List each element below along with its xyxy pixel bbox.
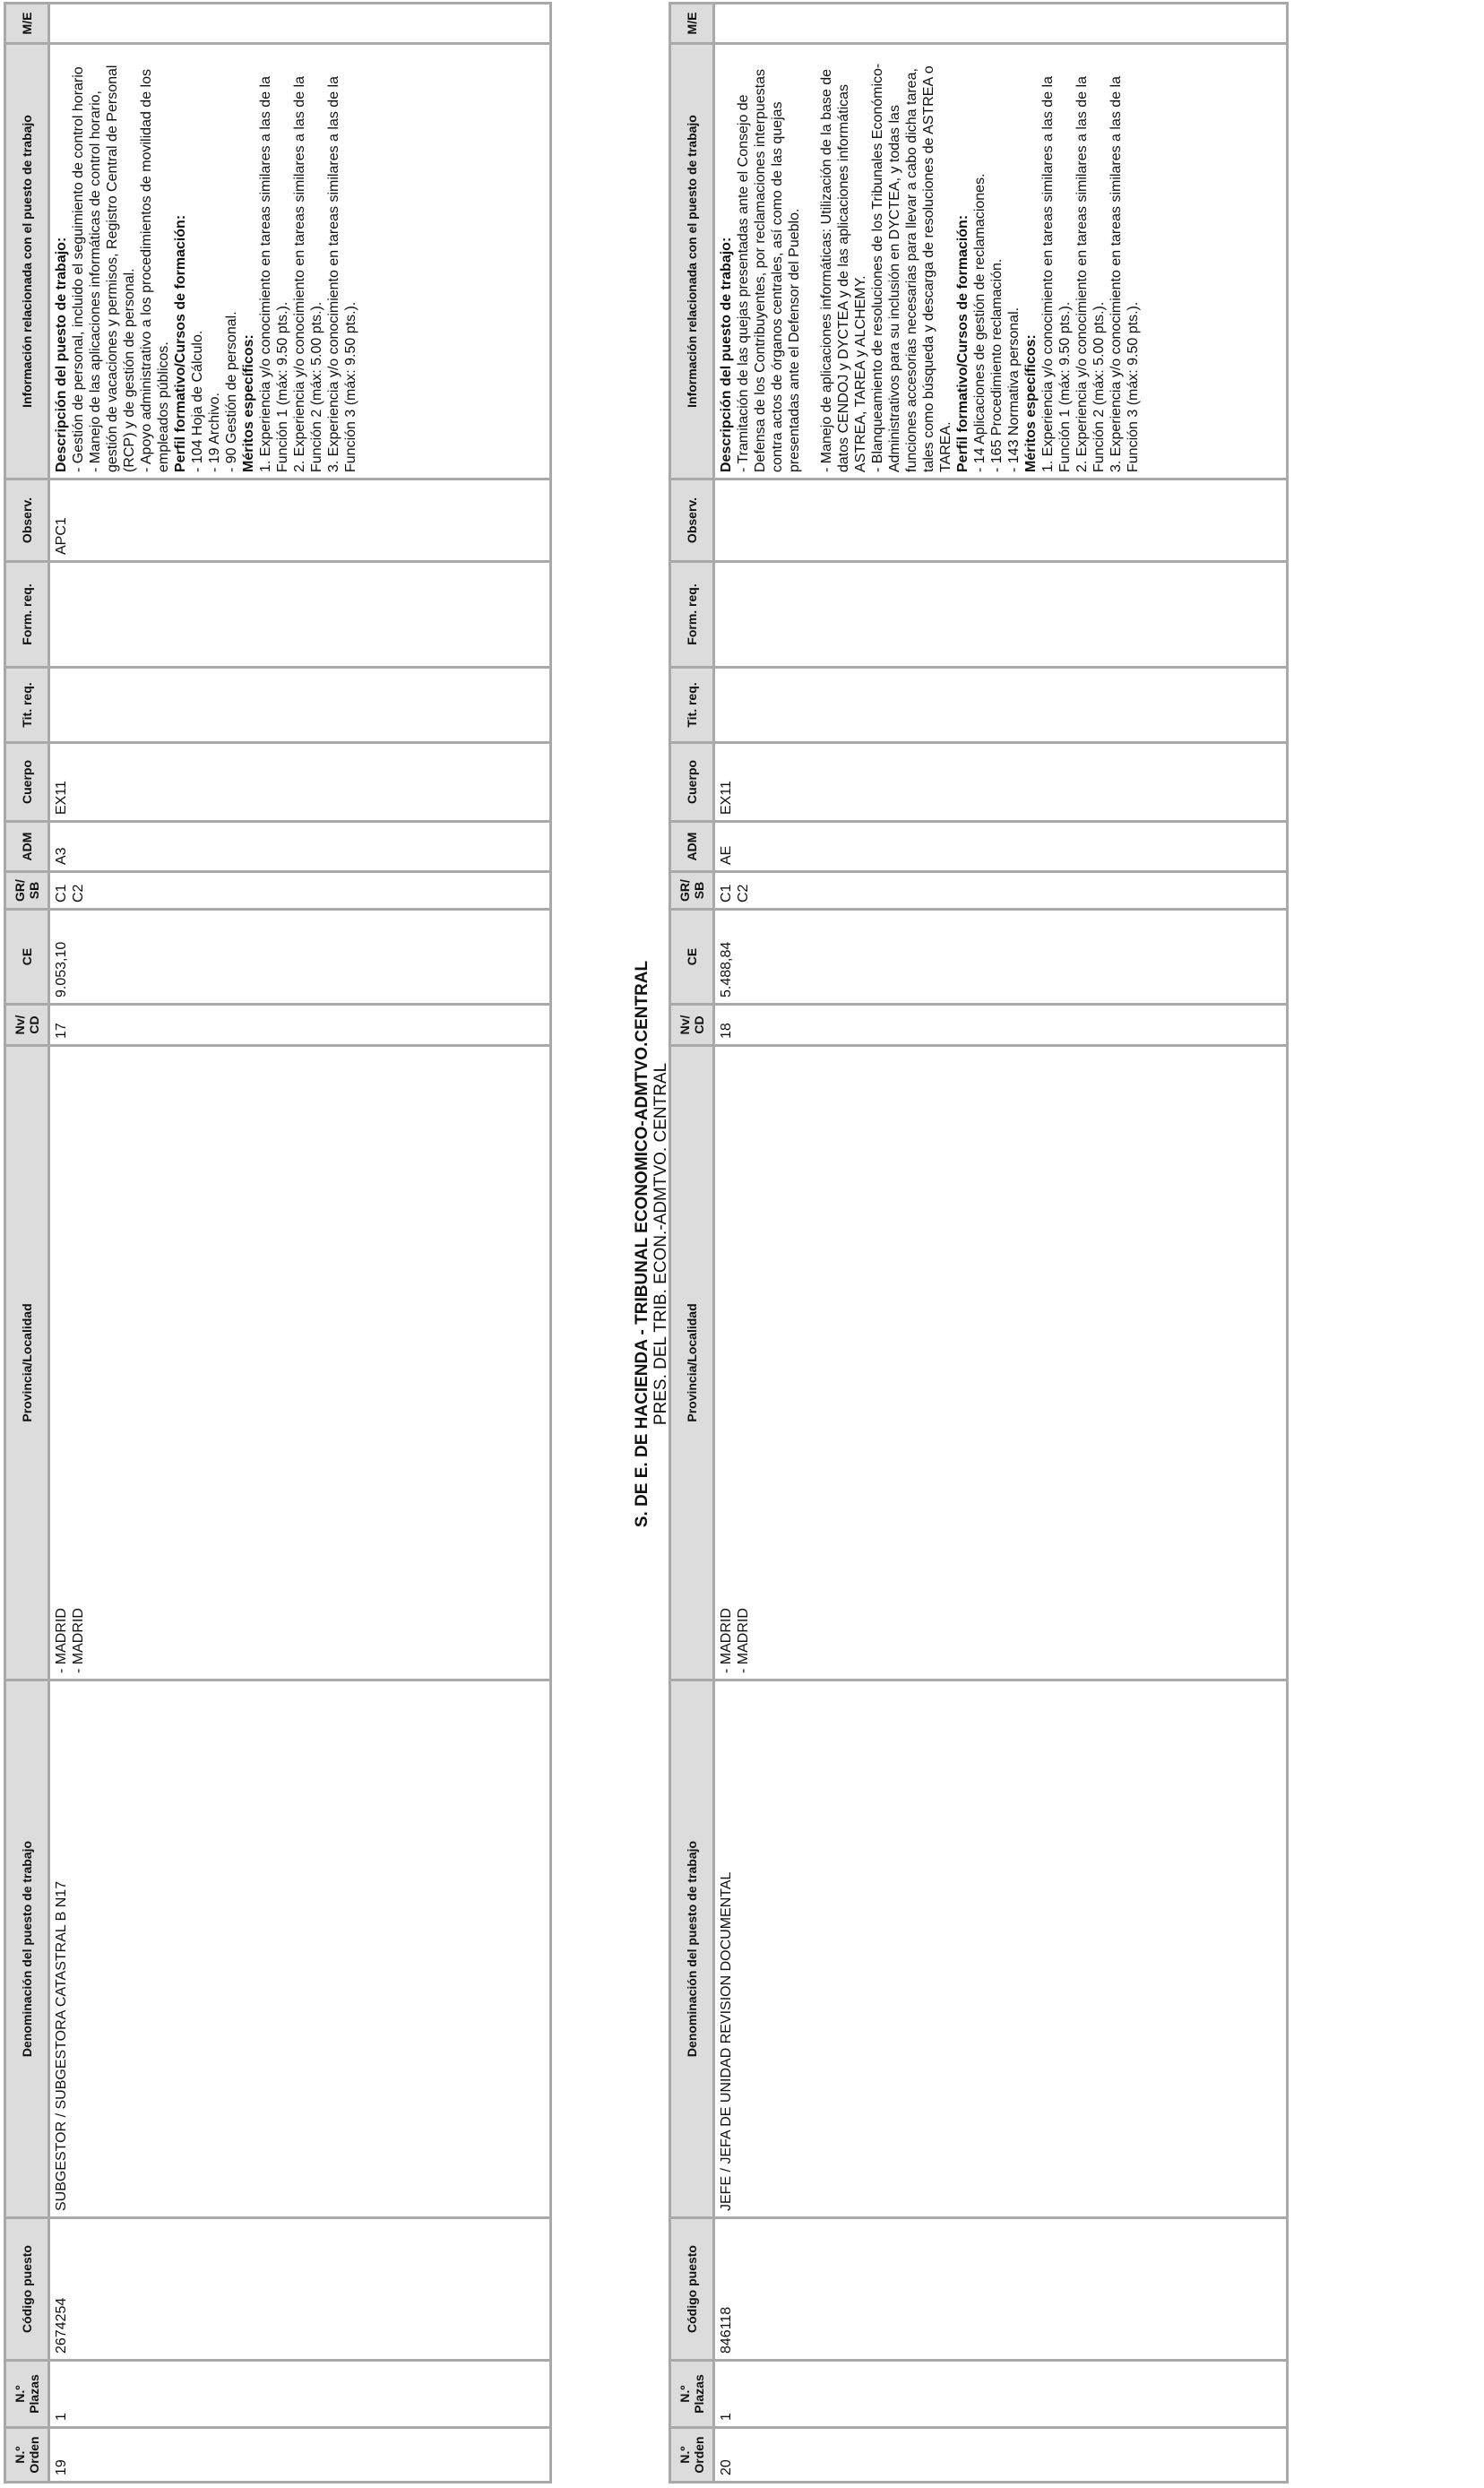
- info-heading: Descripción del puesto de trabajo:: [719, 237, 734, 472]
- info-line: - 90 Gestión de personal.: [224, 311, 239, 472]
- table-row: [49, 4, 551, 2483]
- info-line: 2. Experiencia y/o conocimiento en tareas similares a las de la Función 2 (máx: 5.00 pts.).: [292, 76, 324, 472]
- cuerpo-cell: EX11: [49, 743, 551, 822]
- adm-cell: AE: [714, 822, 1288, 872]
- col-header: Información relacionada con el puesto de trabajo: [5, 44, 49, 479]
- info-line: 1. Experiencia y/o conocimiento en tareas similares a las de la Función 1 (máx: 9.50 pts.).: [258, 76, 290, 472]
- info-heading: Méritos específicos:: [1023, 334, 1039, 472]
- info-line: - Manejo de las aplicaciones informáticas de control horario, gestión de vacaciones y permisos, Registro Central de Personal (RCP) y de gestión de personal.: [88, 65, 137, 472]
- orden-cell: 19: [49, 2428, 551, 2483]
- col-header: CE: [5, 910, 49, 1005]
- ce-cell: 5.488,84: [714, 910, 1288, 1005]
- info-heading: Perfil formativo/Cursos de formación:: [173, 214, 188, 472]
- plazas-cell: 1: [714, 2361, 1288, 2428]
- form-cell: [714, 562, 1288, 668]
- info-heading: Perfil formativo/Cursos de formación:: [955, 214, 971, 472]
- col-header: Provincia/Localidad: [5, 1046, 49, 1680]
- info-line: - 19 Archivo.: [207, 393, 222, 472]
- gr-text: C1: [719, 884, 734, 903]
- col-header: Observ.: [670, 479, 714, 562]
- col-header: Form. req.: [670, 562, 714, 668]
- info-line: - 143 Normativa personal.: [1006, 307, 1022, 472]
- job-table: [4, 2, 552, 2484]
- job-block-20: [633, 0, 1318, 2488]
- observ-cell: [714, 479, 1288, 562]
- info-line: - 104 Hoja de Cálculo.: [190, 330, 205, 472]
- tit-cell: [49, 668, 551, 743]
- denominacion-cell: JEFE / JEFA DE UNIDAD REVISION DOCUMENTAL: [714, 1680, 1288, 2218]
- gr-sb-cell: [49, 872, 551, 910]
- col-header: Cuerpo: [5, 743, 49, 822]
- col-header: ADM: [5, 822, 49, 872]
- col-header: Nv/ CD: [670, 1005, 714, 1046]
- col-header: M/E: [5, 4, 49, 44]
- ce-cell: 9.053,10: [49, 910, 551, 1005]
- info-line: - 165 Procedimiento reclamación.: [989, 258, 1005, 472]
- cuerpo-cell: EX11: [714, 743, 1288, 822]
- col-header: Información relacionada con el puesto de trabajo: [670, 44, 714, 479]
- tit-cell: [714, 668, 1288, 743]
- denominacion-cell: SUBGESTOR / SUBGESTORA CATASTRAL B N17: [49, 1680, 551, 2218]
- job-table: [669, 2, 1289, 2484]
- provincia-cell: [714, 1046, 1288, 1680]
- col-header: Nv/ CD: [5, 1005, 49, 1046]
- col-header: Tit. req.: [670, 668, 714, 743]
- col-header: GR/ SB: [670, 872, 714, 910]
- col-header: Código puesto: [670, 2218, 714, 2361]
- table-header-row: [5, 4, 49, 2483]
- nivel-cell: 18: [714, 1005, 1288, 1046]
- provincia-text: - MADRID: [54, 1608, 69, 1673]
- codigo-cell: 2674254: [49, 2218, 551, 2361]
- info-line: 3. Experiencia y/o conocimiento en tareas similares a las de la Función 3 (máx: 9.50 pts.).: [326, 76, 358, 472]
- col-header: Denominación del puesto de trabajo: [5, 1680, 49, 2218]
- info-line: - 14 Aplicaciones de gestión de reclamaciones.: [972, 173, 988, 472]
- col-header: N.º Plazas: [5, 2361, 49, 2428]
- col-header: ADM: [670, 822, 714, 872]
- col-header: Tit. req.: [5, 668, 49, 743]
- col-header: Form. req.: [5, 562, 49, 668]
- col-header: M/E: [670, 4, 714, 44]
- col-header: Provincia/Localidad: [670, 1046, 714, 1680]
- col-header: CE: [670, 910, 714, 1005]
- info-heading: Descripción del puesto de trabajo:: [54, 237, 69, 472]
- section-title: S. DE E. DE HACIENDA - TRIBUNAL ECONOMICO-ADMTVO.CENTRAL: [633, 960, 651, 1528]
- table-row: [714, 4, 1288, 2483]
- form-cell: [49, 562, 551, 668]
- col-header: N.º Orden: [5, 2428, 49, 2483]
- me-cell: [714, 4, 1288, 44]
- col-header: N.º Orden: [670, 2428, 714, 2483]
- sb-text: C2: [736, 884, 751, 903]
- nivel-cell: 17: [49, 1005, 551, 1046]
- gr-text: C1: [54, 884, 69, 903]
- info-line: - Blanqueamiento de resoluciones de los Tribunales Económico-Administrativos para su inclusión en DYCTEA, y todas las funciones accesorias necesarias para llevar a cabo dicha tarea, tales como búsqueda y descarga de resoluciones de ASTREA o TAREA.: [870, 63, 953, 472]
- codigo-cell: 846118: [714, 2218, 1288, 2361]
- col-header: GR/ SB: [5, 872, 49, 910]
- info-cell: [714, 44, 1288, 479]
- me-cell: [49, 4, 551, 44]
- info-cell: [49, 44, 551, 479]
- adm-cell: A3: [49, 822, 551, 872]
- sb-text: C2: [71, 884, 86, 903]
- col-header: Observ.: [5, 479, 49, 562]
- gr-sb-cell: [714, 872, 1288, 910]
- observ-cell: APC1: [49, 479, 551, 562]
- col-header: Denominación del puesto de trabajo: [670, 1680, 714, 2218]
- col-header: Cuerpo: [670, 743, 714, 822]
- localidad-text: - MADRID: [736, 1608, 751, 1673]
- section-header: [633, 0, 669, 2488]
- col-header: Código puesto: [5, 2218, 49, 2361]
- info-line: 3. Experiencia y/o conocimiento en tareas similares a las de la Función 3 (máx: 9.50 pts.).: [1109, 76, 1141, 472]
- provincia-text: - MADRID: [719, 1608, 734, 1673]
- info-heading: Méritos específicos:: [241, 334, 256, 472]
- section-subtitle: PRES. DEL TRIB. ECON.-ADMTVO. CENTRAL: [651, 1062, 670, 1426]
- info-line: 1. Experiencia y/o conocimiento en tareas similares a las de la Función 1 (máx: 9.50 pts.).: [1040, 76, 1073, 472]
- info-line: - Tramitación de las quejas presentadas ante el Consejo de Defensa de los Contribuyentes, por reclamaciones interpuestas contra actos de órganos centrales, así como de las quejas presentadas ante el Defensor del Pueblo.: [736, 68, 802, 472]
- col-header: N.º Plazas: [670, 2361, 714, 2428]
- info-line: - Manejo de aplicaciones informáticas: Utilización de la base de datos CENDOJ y DYCTEA y de las aplicaciones informáticas ASTREA, TAREA y ALCHEMY.: [819, 68, 868, 472]
- plazas-cell: 1: [49, 2361, 551, 2428]
- info-spacer: [803, 54, 818, 472]
- info-line: - Gestión de personal, incluido el seguimiento de control horario: [71, 66, 86, 472]
- provincia-cell: [49, 1046, 551, 1680]
- info-line: - Apoyo administrativo a los procedimientos de movilidad de los empleados públicos.: [139, 68, 171, 472]
- info-line: 2. Experiencia y/o conocimiento en tareas similares a las de la Función 2 (máx: 5.00 pts.).: [1074, 76, 1107, 472]
- table-header-row: [670, 4, 714, 2483]
- job-block-19: [4, 0, 577, 2488]
- orden-cell: 20: [714, 2428, 1288, 2483]
- localidad-text: - MADRID: [71, 1608, 86, 1673]
